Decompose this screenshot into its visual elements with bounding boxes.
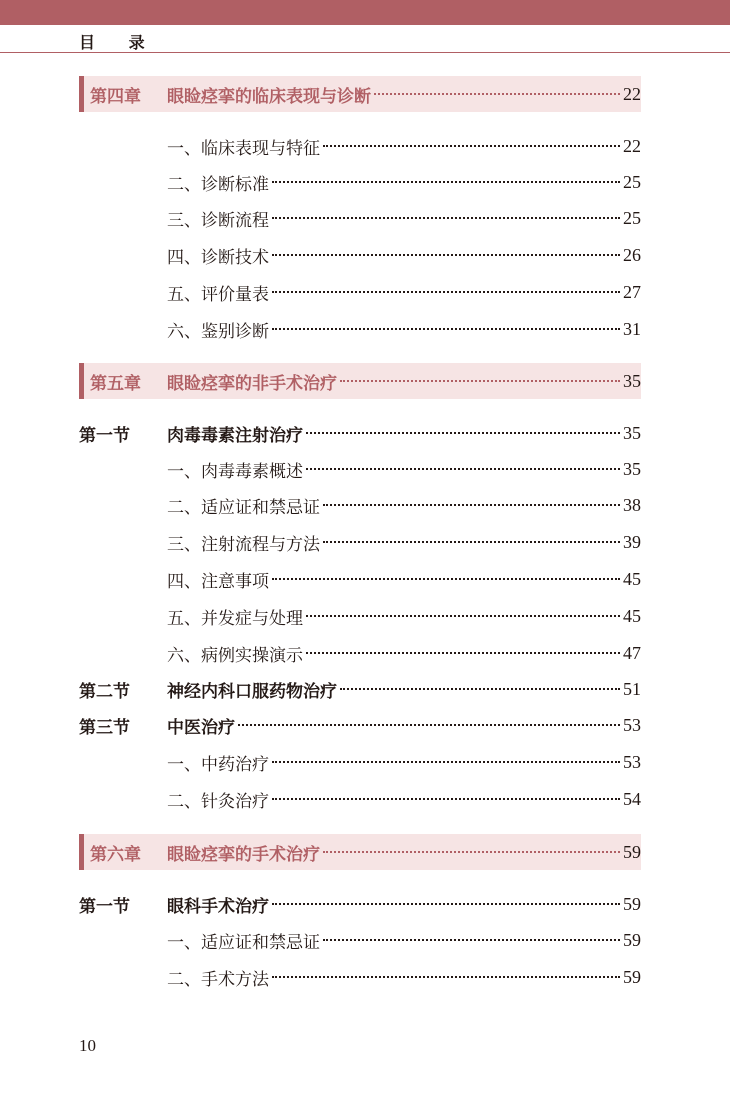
- entry-title: 二、适应证和禁忌证: [167, 497, 320, 518]
- entry-title: 一、适应证和禁忌证: [167, 932, 320, 953]
- dot-leader: [272, 322, 620, 330]
- entry-title: 二、诊断标准: [167, 174, 269, 195]
- dot-leader: [272, 897, 620, 905]
- dot-leader: [340, 682, 620, 690]
- dot-leader: [272, 248, 620, 256]
- entry-title: 四、诊断技术: [167, 247, 269, 268]
- entry-title: 一、中药治疗: [167, 754, 269, 775]
- dot-leader: [272, 572, 620, 580]
- entry-title: 六、病例实操演示: [167, 645, 303, 666]
- entry-page-number: 59: [623, 841, 641, 862]
- chapter-number: 第六章: [90, 844, 141, 865]
- entry-title: 三、诊断流程: [167, 210, 269, 231]
- entry-page-number: 45: [623, 568, 641, 589]
- top-color-bar: [0, 0, 730, 25]
- entry-title: 一、临床表现与特征: [167, 138, 320, 159]
- toc-item-entry[interactable]: [79, 457, 641, 481]
- entry-title: 神经内科口服药物治疗: [167, 681, 337, 702]
- dot-leader: [340, 374, 620, 382]
- entry-title: 中医治疗: [167, 717, 235, 738]
- entry-page-number: 27: [623, 281, 641, 302]
- section-number: 第三节: [79, 717, 130, 738]
- entry-title: 一、肉毒毒素概述: [167, 461, 303, 482]
- toc-chapter-entry[interactable]: [79, 834, 641, 870]
- dot-leader: [323, 845, 620, 853]
- entry-title: 眼睑痉挛的手术治疗: [167, 844, 320, 865]
- toc-item-entry[interactable]: [79, 530, 641, 554]
- chapter-number: 第五章: [90, 373, 141, 394]
- toc-chapter-entry[interactable]: [79, 76, 641, 112]
- running-header-title: 目 录: [79, 33, 159, 52]
- dot-leader: [272, 792, 620, 800]
- header-rule: [0, 52, 730, 53]
- entry-page-number: 59: [623, 929, 641, 950]
- entry-page-number: 53: [623, 751, 641, 772]
- dot-leader: [306, 646, 620, 654]
- dot-leader: [272, 175, 620, 183]
- toc-item-entry[interactable]: [79, 928, 641, 952]
- entry-title: 眼睑痉挛的非手术治疗: [167, 373, 337, 394]
- entry-title: 五、并发症与处理: [167, 608, 303, 629]
- toc-item-entry[interactable]: [79, 134, 641, 158]
- entry-title: 三、注射流程与方法: [167, 534, 320, 555]
- dot-leader: [323, 498, 620, 506]
- dot-leader: [323, 535, 620, 543]
- entry-page-number: 38: [623, 494, 641, 515]
- entry-page-number: 51: [623, 678, 641, 699]
- section-number: 第一节: [79, 425, 130, 446]
- entry-page-number: 26: [623, 244, 641, 265]
- toc-item-entry[interactable]: [79, 170, 641, 194]
- dot-leader: [306, 426, 620, 434]
- toc-item-entry[interactable]: [79, 567, 641, 591]
- toc-item-entry[interactable]: [79, 206, 641, 230]
- section-number: 第一节: [79, 896, 130, 917]
- toc-item-entry[interactable]: [79, 493, 641, 517]
- toc-item-entry[interactable]: [79, 641, 641, 665]
- dot-leader: [306, 609, 620, 617]
- dot-leader: [306, 462, 620, 470]
- toc-item-entry[interactable]: [79, 965, 641, 989]
- toc-section-entry[interactable]: [79, 677, 641, 701]
- entry-page-number: 31: [623, 318, 641, 339]
- toc-item-entry[interactable]: [79, 317, 641, 341]
- toc-section-entry[interactable]: [79, 713, 641, 737]
- entry-title: 肉毒毒素注射治疗: [167, 425, 303, 446]
- entry-title: 二、手术方法: [167, 969, 269, 990]
- chapter-number: 第四章: [90, 86, 141, 107]
- entry-page-number: 59: [623, 893, 641, 914]
- dot-leader: [272, 755, 620, 763]
- entry-title: 六、鉴别诊断: [167, 321, 269, 342]
- entry-page-number: 22: [623, 135, 641, 156]
- dot-leader: [272, 970, 620, 978]
- entry-title: 眼科手术治疗: [167, 896, 269, 917]
- toc-chapter-entry[interactable]: [79, 363, 641, 399]
- dot-leader: [374, 87, 620, 95]
- entry-page-number: 45: [623, 605, 641, 626]
- entry-title: 四、注意事项: [167, 571, 269, 592]
- entry-page-number: 22: [623, 83, 641, 104]
- dot-leader: [323, 139, 620, 147]
- dot-leader: [238, 718, 620, 726]
- entry-page-number: 25: [623, 171, 641, 192]
- section-number: 第二节: [79, 681, 130, 702]
- entry-page-number: 47: [623, 642, 641, 663]
- toc-item-entry[interactable]: [79, 604, 641, 628]
- entry-page-number: 35: [623, 458, 641, 479]
- toc-item-entry[interactable]: [79, 243, 641, 267]
- entry-page-number: 25: [623, 207, 641, 228]
- entry-title: 眼睑痉挛的临床表现与诊断: [167, 86, 371, 107]
- dot-leader: [272, 285, 620, 293]
- dot-leader: [272, 211, 620, 219]
- entry-page-number: 53: [623, 714, 641, 735]
- entry-page-number: 54: [623, 788, 641, 809]
- toc-section-entry[interactable]: [79, 421, 641, 445]
- dot-leader: [323, 933, 620, 941]
- toc-item-entry[interactable]: [79, 750, 641, 774]
- toc-item-entry[interactable]: [79, 787, 641, 811]
- entry-page-number: 39: [623, 531, 641, 552]
- entry-title: 五、评价量表: [167, 284, 269, 305]
- folio-page-number: 10: [79, 1036, 96, 1055]
- toc-section-entry[interactable]: [79, 892, 641, 916]
- toc-item-entry[interactable]: [79, 280, 641, 304]
- entry-title: 二、针灸治疗: [167, 791, 269, 812]
- entry-page-number: 35: [623, 422, 641, 443]
- entry-page-number: 35: [623, 370, 641, 391]
- entry-page-number: 59: [623, 966, 641, 987]
